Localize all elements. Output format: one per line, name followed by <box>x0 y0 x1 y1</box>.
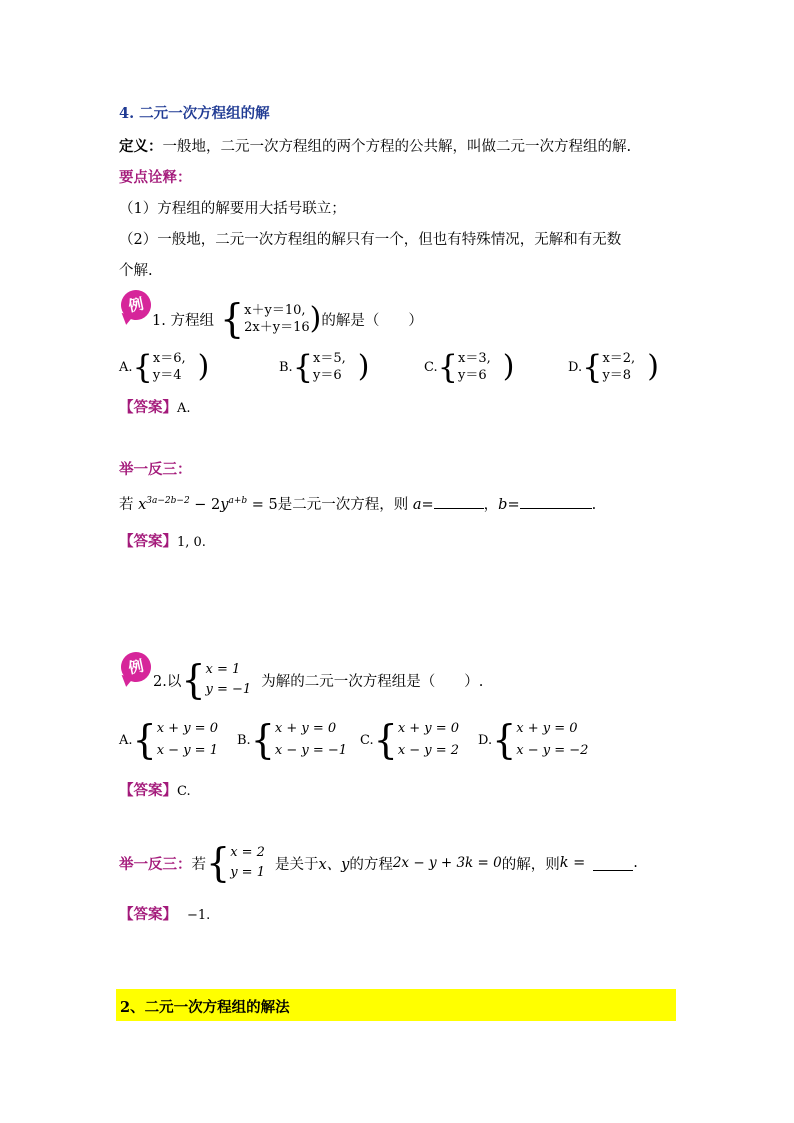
option-system <box>516 718 588 762</box>
right-paren-icon: ) <box>309 301 322 336</box>
answer-blank[interactable] <box>434 494 484 509</box>
left-brace-icon: { <box>132 348 153 386</box>
option-system <box>398 718 459 762</box>
practice-1-answer <box>119 530 206 551</box>
ex2-eq1: x = 1 <box>205 662 241 677</box>
option-label: C. <box>360 732 374 748</box>
option-system <box>157 718 218 762</box>
practice2-system <box>230 843 265 883</box>
practice-label: 举一反三： <box>119 855 192 873</box>
answer-text: 1, 0. <box>177 535 206 550</box>
left-brace-icon: { <box>250 716 275 764</box>
option-system <box>458 350 491 384</box>
math-exponent: a+b <box>228 496 248 507</box>
ex2-option-b <box>237 718 347 762</box>
option-line: y＝4 <box>152 368 182 383</box>
math-var: x、y <box>318 856 350 873</box>
option-label: B. <box>237 732 251 748</box>
option-line: y＝6 <box>457 368 487 383</box>
answer-label: 【答案】 <box>119 399 177 416</box>
ex2-system <box>206 660 252 700</box>
left-brace-icon: { <box>582 348 603 386</box>
period: . <box>591 497 597 513</box>
period: . <box>633 855 638 871</box>
math-var: k = <box>559 855 586 871</box>
answer-label: 【答案】 <box>119 533 177 550</box>
definition-label: 定义： <box>119 138 163 155</box>
ex1-prefix: 1. 方程组 <box>152 312 214 329</box>
option-line: x + y = 0 <box>274 721 337 736</box>
math-equation: 2x − y + 3k = 0 <box>392 855 502 871</box>
option-label: A. <box>119 359 133 375</box>
right-paren-icon: ) <box>357 349 370 384</box>
ex1-option-b <box>279 350 370 384</box>
option-line: x + y = 0 <box>516 721 578 736</box>
key-points-label: 要点诠释： <box>119 169 192 186</box>
answer-label: 【答案】 <box>119 782 177 799</box>
right-paren-icon: ) <box>502 349 515 384</box>
option-label: D. <box>568 359 583 375</box>
key-point-2-cont: 个解. <box>119 263 153 279</box>
practice-text: = 5是二元一次方程，则 <box>251 497 409 513</box>
option-line: x + y = 0 <box>397 721 460 736</box>
option-system <box>275 718 347 762</box>
example-badge: 例 <box>118 649 154 685</box>
ex1-answer <box>119 396 191 417</box>
ex2-option-c <box>360 718 459 762</box>
practice-2-question <box>119 839 638 887</box>
practice2-eq1: x = 2 <box>230 845 265 860</box>
ex2-answer <box>119 779 191 800</box>
example-2-question <box>153 656 484 704</box>
right-paren-icon: ) <box>647 349 659 384</box>
left-brace-icon: { <box>492 716 517 764</box>
practice-2-answer <box>119 903 210 924</box>
practice-text: 的方程 <box>349 856 393 873</box>
math-var: b <box>498 497 508 513</box>
math-op: = <box>421 497 434 513</box>
definition <box>119 135 631 156</box>
left-brace-icon: { <box>292 348 314 386</box>
option-line: x＝5, <box>313 351 346 366</box>
practice-1-question <box>119 493 596 514</box>
ex1-eq1: x＋y＝10, <box>244 303 306 318</box>
math-var: a <box>412 497 422 513</box>
key-point-2: （2）一般地，二元一次方程组的解只有一个，但也有特殊情况，无解和有无数 <box>119 232 622 248</box>
definition-text: 一般地，二元一次方程组的两个方程的公共解，叫做二元一次方程组的解. <box>162 139 632 155</box>
ex1-option-d <box>568 350 659 384</box>
option-line: y＝6 <box>313 368 342 383</box>
ex2-option-a <box>119 718 218 762</box>
left-brace-icon: { <box>437 348 458 386</box>
practice-text: 是关于 <box>274 856 319 873</box>
practice-text: 的解，则 <box>501 856 560 873</box>
option-line: x＝6, <box>152 351 186 366</box>
math-var: x <box>138 497 147 513</box>
option-line: x − y = −2 <box>516 743 589 758</box>
option-line: y＝8 <box>602 368 632 383</box>
ex1-eq2: 2x＋y＝16 <box>244 320 310 335</box>
right-paren-icon: ) <box>197 349 210 384</box>
ex1-option-a <box>119 350 209 384</box>
answer-text: A. <box>177 401 191 416</box>
ex1-system <box>244 302 310 336</box>
option-line: x − y = 2 <box>397 743 460 758</box>
left-brace-icon: { <box>219 295 245 343</box>
example-1-question <box>152 295 423 343</box>
practice2-eq2: y = 1 <box>230 865 265 880</box>
ex2-option-d <box>478 718 588 762</box>
section-title: 4. 二元一次方程组的解 <box>119 105 270 122</box>
math-exponent: 3a−2b−2 <box>146 496 190 507</box>
answer-blank[interactable] <box>593 856 633 871</box>
option-line: x + y = 0 <box>156 721 218 736</box>
answer-text: C. <box>177 784 191 799</box>
ex2-eq2: y = −1 <box>205 682 252 697</box>
left-brace-icon: { <box>132 716 157 764</box>
ex2-suffix: 为解的二元一次方程组是（ ）. <box>261 673 484 690</box>
option-line: x − y = −1 <box>274 743 348 758</box>
comma: ， <box>483 497 499 513</box>
example-badge: 例 <box>118 287 154 323</box>
ex1-suffix: 的解是（ ） <box>321 312 423 329</box>
section-heading-bar <box>116 989 676 1021</box>
answer-label: 【答案】 <box>119 906 177 923</box>
key-point-1: （1）方程组的解要用大括号联立； <box>119 201 346 217</box>
option-system <box>313 350 346 384</box>
section-2-title: 2、二元一次方程组的解法 <box>120 999 290 1016</box>
answer-text: −1. <box>187 908 211 923</box>
math-op: − 2 <box>194 497 221 513</box>
option-label: A. <box>119 732 133 748</box>
ruo-text: 若 <box>191 856 206 873</box>
option-line: x＝3, <box>457 351 491 366</box>
ex2-prefix: 2.以 <box>153 673 182 690</box>
option-label: D. <box>478 732 493 748</box>
math-var: y <box>220 497 229 513</box>
ex1-option-c <box>424 350 514 384</box>
option-system <box>602 350 635 384</box>
answer-blank[interactable] <box>520 494 592 509</box>
option-line: x − y = 1 <box>156 743 218 758</box>
practice-label: 举一反三： <box>119 461 192 478</box>
math-op: = <box>507 497 520 513</box>
option-system <box>153 350 186 384</box>
option-label: C. <box>424 359 438 375</box>
option-label: B. <box>279 359 293 375</box>
left-brace-icon: { <box>206 839 231 887</box>
option-line: x＝2, <box>602 351 636 366</box>
left-brace-icon: { <box>373 716 398 764</box>
ruo-text: 若 <box>119 497 134 513</box>
left-brace-icon: { <box>181 656 206 704</box>
